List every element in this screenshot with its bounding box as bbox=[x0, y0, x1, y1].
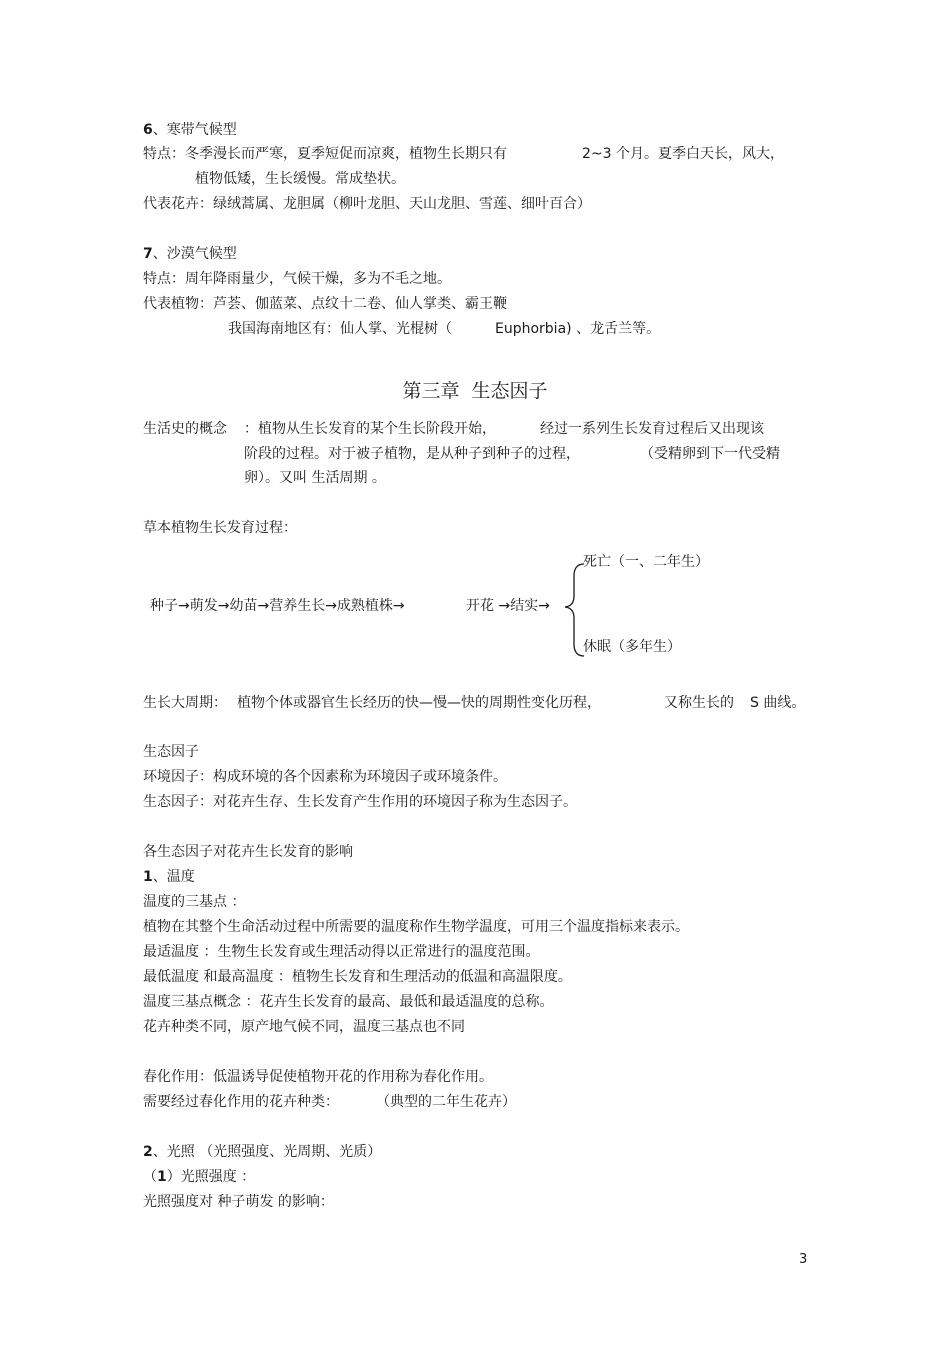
seed-effect-label: 光照强度对 种子萌发 的影响： bbox=[143, 1194, 334, 1210]
section-title: 、沙漠气候型 bbox=[152, 246, 237, 262]
sec7-plants: 代表植物：芦荟、伽蓝菜、点纹十二卷、仙人掌类、霸王鞭 bbox=[143, 296, 507, 312]
chapter-number: 第三章 bbox=[402, 380, 460, 402]
effects-heading: 各生态因子对花卉生长发育的影响 bbox=[143, 844, 353, 860]
three-points-label: 温度的三基点 ： bbox=[143, 894, 246, 910]
sec7-hainan: 我国海南地区有：仙人掌、光棍树（ bbox=[228, 321, 452, 337]
bio-temp-def: 植物在其整个生命活动过程中所需要的温度称作生物学温度，可用三个温度指标来表示。 bbox=[143, 919, 689, 935]
section-number: 6 bbox=[143, 122, 153, 138]
eco-factor-def: 生态因子：对花卉生存、生长发育产生作用的环境因子称为生态因子。 bbox=[143, 794, 577, 810]
section-number: 2 bbox=[143, 1144, 153, 1160]
growth-period-aka: 又称生长的 bbox=[664, 695, 734, 711]
sec7-hainan-tail: Euphorbia) 、龙舌兰等。 bbox=[495, 321, 661, 337]
subsection-title: ）光照强度 ： bbox=[166, 1169, 256, 1185]
growth-period-label: 生长大周期： bbox=[143, 695, 227, 711]
lifecycle-def-line3: 卵）。又叫 生活周期 。 bbox=[244, 470, 386, 486]
chapter-title bbox=[0, 378, 950, 404]
growth-period-s-curve: S 曲线。 bbox=[750, 695, 806, 711]
process-flower: 开花 →结实→ bbox=[466, 598, 550, 614]
vernalization-need: 需要经过春化作用的花卉种类： bbox=[143, 1094, 339, 1110]
min-max-temp-def: 最低温度 和最高温度 ：植物生长发育和生理活动的低温和高温限度。 bbox=[143, 969, 572, 985]
growth-period-def: 植物个体或器官生长经历的快—慢—快的周期性变化历程， bbox=[237, 695, 601, 711]
branch-top: 死亡（一、二年生） bbox=[583, 554, 709, 570]
branch-bottom: 休眠（多年生） bbox=[583, 639, 681, 655]
three-points-varies: 花卉种类不同，原产地气候不同，温度三基点也不同 bbox=[143, 1019, 465, 1035]
light-heading bbox=[143, 1143, 381, 1161]
lifecycle-def-line2: 阶段的过程。对于被子植物，是从种子到种子的过程， bbox=[244, 446, 580, 462]
sec6-feature-line1: 特点：冬季漫长而严寒，夏季短促而凉爽，植物生长期只有 bbox=[143, 146, 507, 162]
lifecycle-def-line2-tail: （受精卵到下一代受精 bbox=[640, 446, 780, 462]
sec7-feature: 特点：周年降雨量少，气候干燥，多为不毛之地。 bbox=[143, 271, 451, 287]
lifecycle-label: 生活史的概念 bbox=[143, 421, 227, 437]
section-title: 、温度 bbox=[152, 869, 195, 885]
vernalization-need-note: （典型的二年生花卉） bbox=[376, 1094, 516, 1110]
sec6-feature-line1-tail: 2~3 个月。夏季白天长，风大， bbox=[582, 146, 784, 162]
section-number: 7 bbox=[143, 246, 153, 262]
optimal-temp-def: 最适温度 ：生物生长发育或生理活动得以正常进行的温度范围。 bbox=[143, 944, 540, 960]
lifecycle-def-line1: 植物从生长发育的某个生长阶段开始， bbox=[258, 421, 496, 437]
sec6-feature-line2: 植物低矮，生长缓慢。常成垫状。 bbox=[195, 171, 405, 187]
process-chain: 种子→萌发→幼苗→营养生长→成熟植株→ bbox=[150, 598, 405, 614]
section-title: 、寒带气候型 bbox=[152, 122, 237, 138]
process-heading: 草本植物生长发育过程： bbox=[143, 520, 297, 536]
chapter-name: 生态因子 bbox=[471, 380, 548, 402]
vernalization-def: 春化作用：低温诱导促使植物开花的作用称为春化作用。 bbox=[143, 1069, 493, 1085]
lifecycle-colon: ： bbox=[244, 421, 258, 437]
section-number: 1 bbox=[143, 869, 153, 885]
section-title: 、光照 （光照强度、光周期、光质） bbox=[152, 1144, 382, 1160]
lifecycle-def-line1-tail: 经过一系列生长发育过程后又出现该 bbox=[540, 421, 764, 437]
light-intensity-heading bbox=[143, 1168, 255, 1186]
page-number: 3 bbox=[799, 1252, 808, 1267]
paren-open: （ bbox=[143, 1169, 157, 1185]
eco-heading: 生态因子 bbox=[143, 744, 199, 760]
subsection-number: 1 bbox=[157, 1169, 167, 1185]
three-points-concept: 温度三基点概念 ：花卉生长发育的最高、最低和最适温度的总称。 bbox=[143, 994, 554, 1010]
temperature-heading bbox=[143, 868, 195, 886]
env-factor-def: 环境因子：构成环境的各个因素称为环境因子或环境条件。 bbox=[143, 769, 507, 785]
section-7-heading bbox=[143, 245, 237, 263]
section-6-heading bbox=[143, 121, 237, 139]
sec6-plants: 代表花卉：绿绒蒿属、龙胆属（柳叶龙胆、天山龙胆、雪莲、细叶百合） bbox=[143, 196, 591, 212]
